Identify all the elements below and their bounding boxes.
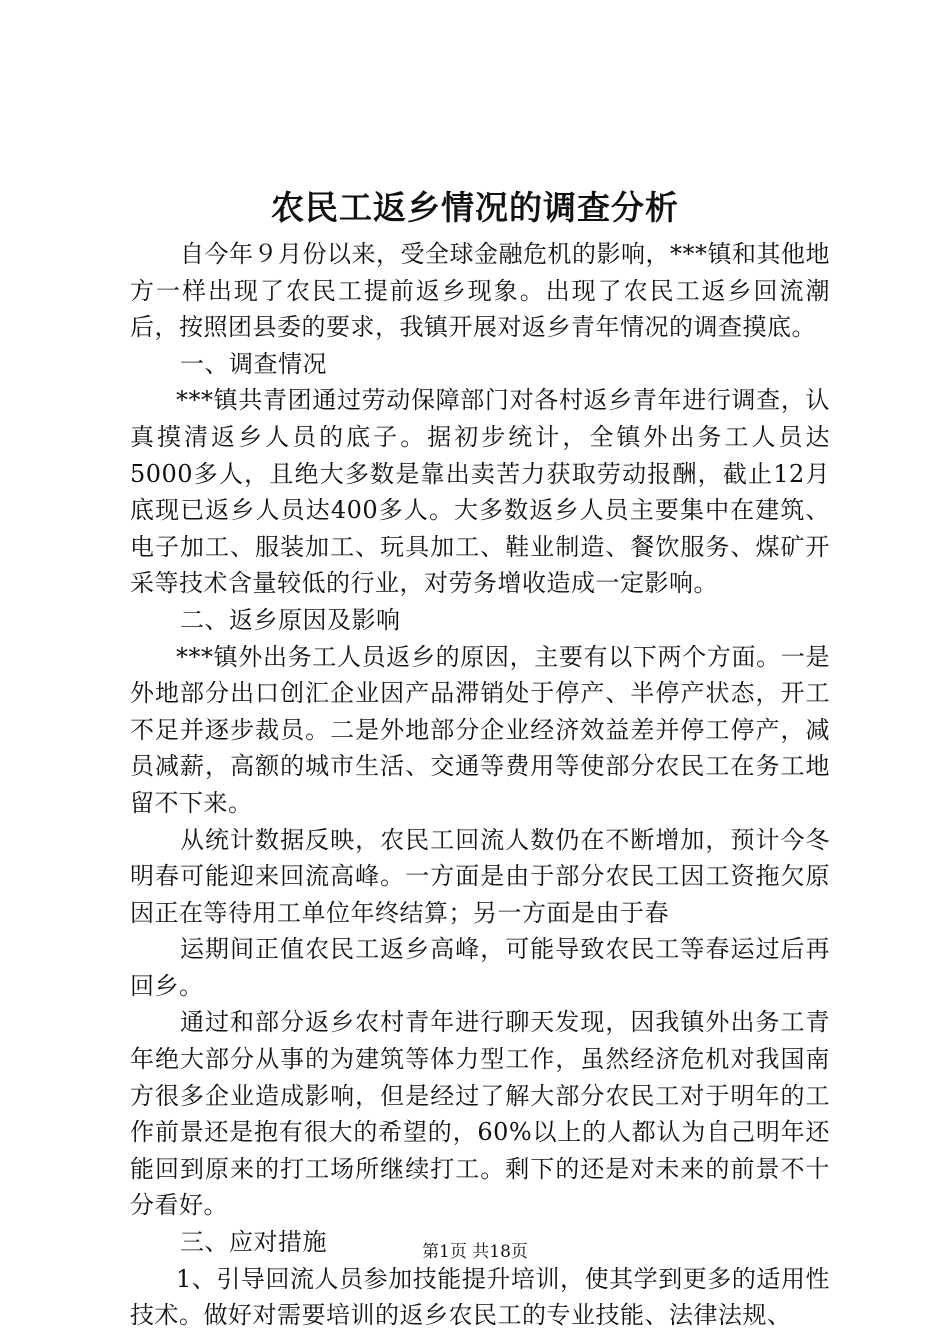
section-heading-measures: 三、应对措施 <box>180 1228 327 1257</box>
paragraph-measure-1: 1、引导回流人员参加技能提升培训，使其学到更多的适用性技术。做好对需要培训的返乡农民工的专业技能、法律法规、 <box>130 1264 830 1330</box>
paragraph-statistics: 从统计数据反映，农民工回流人数仍在不断增加，预计今冬明春可能迎来回流高峰。一方面是由于部分农民工因工资拖欠原因正在等待用工单位年终结算；另一方面是由于春 <box>130 825 830 927</box>
page-number-footer: 第1页 共18页 <box>422 1242 528 1262</box>
section-heading-reasons: 二、返乡原因及影响 <box>180 605 401 634</box>
paragraph-reasons: ***镇外出务工人员返乡的原因，主要有以下两个方面。一是外地部分出口创汇企业因产品滞销处于停产、半停产状态，开工不足并逐步裁员。二是外地部分企业经济效益差并停工停产，减员减薪，高额的城市生活、交通等费用等使部分农民工在务工地留不下来。 <box>130 642 830 817</box>
paragraph-interviews: 通过和部分返乡农村青年进行聊天发现，因我镇外出务工青年绝大部分从事的为建筑等体力型工作，虽然经济危机对我国南方很多企业造成影响，但是经过了解大部分农民工对于明年的工作前景还是抱有很大的希望的，60%以上的人都认为自己明年还能回到原来的打工场所继续打工。剩下的还是对未来的前景不十分看好。 <box>130 1008 830 1220</box>
paragraph-intro: 自今年９月份以来，受全球金融危机的影响，***镇和其他地方一样出现了农民工提前返乡现象。出现了农民工返乡回流潮后，按照团县委的要求，我镇开展对返乡青年情况的调查摸底。 <box>130 240 830 342</box>
section-heading-survey: 一、调查情况 <box>180 349 327 378</box>
paragraph-spring-festival: 运期间正值农民工返乡高峰，可能导致农民工等春运过后再回乡。 <box>130 935 830 1000</box>
document-body <box>130 236 830 1334</box>
document-title: 农民工返乡情况的调查分析 <box>271 188 679 227</box>
paragraph-survey: ***镇共青团通过劳动保障部门对各村返乡青年进行调查，认真摸清返乡人员的底子。据初步统计，全镇外出务工人员达5000多人，且绝大多数是靠出卖苦力获取劳动报酬，截止12月底现已返乡人员达400多人。大多数返乡人员主要集中在建筑、电子加工、服装加工、玩具加工、鞋业制造、餐饮服务、煤矿开采等技术含量较低的行业，对劳务增收造成一定影响。 <box>130 386 830 598</box>
